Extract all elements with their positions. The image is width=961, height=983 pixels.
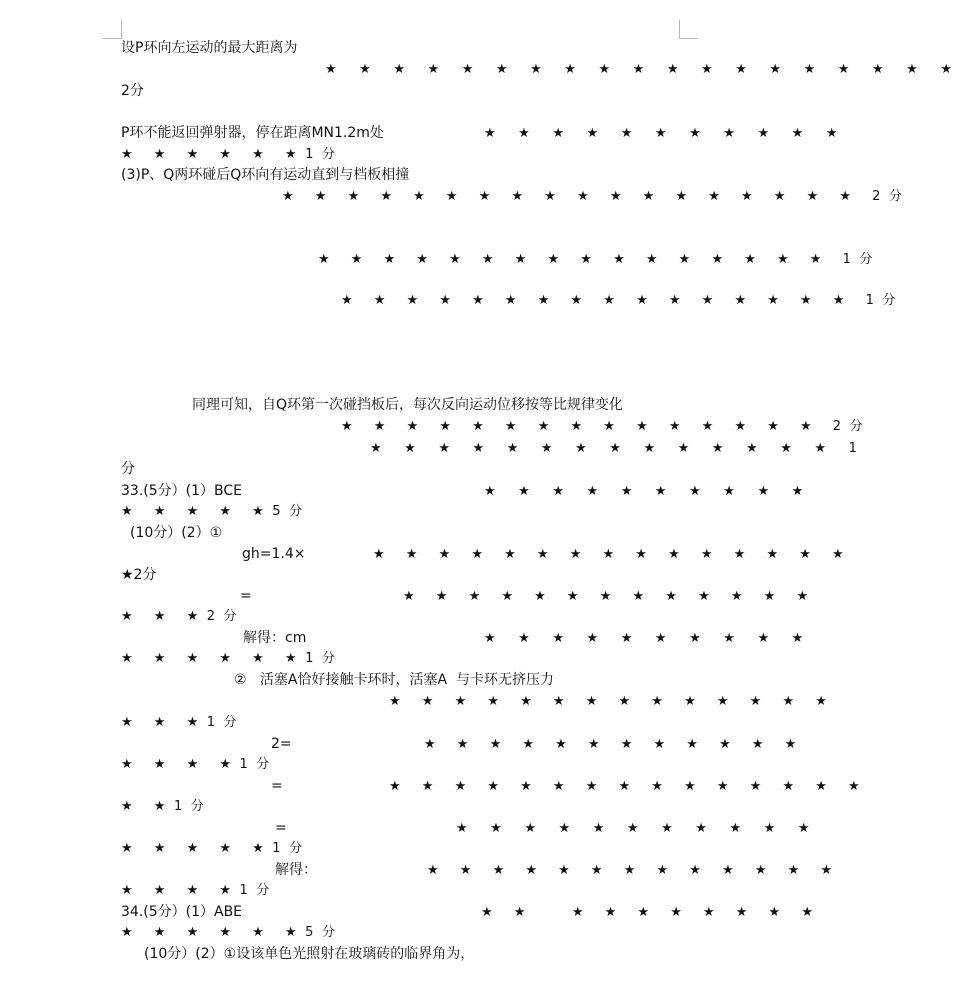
star-leader-score: ★ ★ ★ ★ ★ ★ ★ ★ ★ ★ ★ ★ ★ ★ ★ ★ 1分	[318, 252, 881, 267]
formula-line: gh=1.4×	[242, 546, 306, 562]
star-leader: ★ ★ ★ ★ ★ ★ ★ ★ ★ ★ ★ ★ ★	[403, 589, 817, 604]
star-leader: ★ ★ ★ ★ ★ ★ ★ ★ ★ ★	[484, 484, 813, 499]
formula-line: =	[240, 588, 252, 604]
formula-line: 解得：	[275, 862, 317, 878]
crop-mark-top-left	[103, 20, 122, 39]
text-line: 同理可知，自Q环第一次碰挡板后，每次反向运动位移按等比规律变化	[192, 397, 624, 413]
star-leader-score: ★ ★ ★ ★ ★1分	[121, 841, 311, 856]
formula-line: =	[275, 820, 287, 836]
star-leader: ★ ★ ★ ★ ★ ★ ★ ★ ★ ★ ★	[456, 821, 819, 836]
star-leader-score: ★ ★ ★1分	[121, 715, 245, 730]
star-leader-score: ★ ★1分	[121, 799, 213, 814]
star-leader: ★ ★ ★ ★ ★ ★ ★ ★ ★ ★ ★ ★	[424, 737, 805, 752]
score-label: ★2分	[121, 567, 157, 583]
star-leader-score: ★ ★ ★ ★ ★ ★5分	[121, 925, 344, 940]
score-label: 分	[121, 461, 135, 477]
crop-mark-top-right	[679, 20, 698, 39]
formula-line: 2=	[271, 736, 292, 752]
text-line: (10分）(2）①设该单色光照射在玻璃砖的临界角为，	[144, 946, 475, 962]
question-34-line: 34.(5分）(1）ABE	[121, 904, 243, 920]
text-line: (3)P、Q两环碰后Q环向有运动直到与档板相撞	[121, 167, 410, 183]
star-leader-score: ★ ★ ★ ★ ★ ★ ★ ★ ★ ★ ★ ★ ★ ★ ★ ★ 1分	[341, 293, 904, 308]
star-leader: ★ ★ ★ ★ ★ ★ ★ ★ ★ ★ ★ ★ ★ ★ ★	[373, 547, 853, 562]
star-leader: ★ ★ ★ ★ ★ ★ ★ ★ ★ ★ ★ ★ ★ ★ ★ ★ ★ ★ ★	[325, 62, 961, 77]
text-line: (10分）(2）①	[130, 525, 223, 541]
star-leader: ★ ★ ★ ★ ★ ★ ★ ★ ★ ★ ★ ★ ★	[427, 863, 841, 878]
star-leader-score: ★ ★ ★ ★1分	[121, 883, 278, 898]
star-leader: ★ ★ ★ ★ ★ ★ ★ ★ ★ ★ ★	[484, 126, 847, 141]
star-leader-score: ★ ★ ★ ★ ★ ★ ★ ★ ★ ★ ★ ★ ★ ★ 1	[370, 441, 867, 456]
formula-line: 解得：cm	[243, 630, 307, 646]
star-leader-score: ★ ★ ★2分	[121, 609, 245, 624]
star-leader-score: ★ ★ ★ ★ ★ ★1分	[121, 651, 344, 666]
star-leader-score: ★ ★ ★ ★ ★ ★ ★ ★ ★ ★ ★ ★ ★ ★ ★ 2分	[341, 419, 872, 434]
formula-line: =	[271, 778, 283, 794]
star-leader: ★ ★ ★ ★ ★ ★ ★ ★ ★ ★	[484, 631, 813, 646]
star-leader: ★ ★ ★ ★ ★ ★ ★ ★ ★ ★ ★ ★ ★ ★ ★	[389, 779, 869, 794]
text-line: 设P环向左运动的最大距离为	[121, 40, 298, 56]
text-line: ② 活塞A恰好接触卡环时，活塞A 与卡环无挤压力	[234, 672, 554, 688]
star-leader: ★ ★ ★ ★ ★ ★ ★ ★ ★ ★ ★ ★ ★ ★	[389, 694, 836, 709]
star-leader-score: ★ ★ ★ ★ ★5分	[121, 504, 311, 519]
question-33-line: 33.(5分）(1）BCE	[121, 483, 242, 499]
star-leader-score: ★ ★ ★ ★ ★ ★1分	[121, 147, 344, 162]
star-leader-score: ★ ★ ★ ★ ★ ★ ★ ★ ★ ★ ★ ★ ★ ★ ★ ★ ★ ★ 2分	[282, 189, 911, 204]
star-leader-score: ★ ★ ★ ★1分	[121, 757, 278, 772]
text-line: P环不能返回弹射器，停在距离MN1.2m处	[121, 125, 384, 141]
score-label: 2分	[121, 83, 144, 99]
star-leader: ★ ★ ★ ★ ★ ★ ★ ★ ★ ★	[481, 905, 822, 920]
